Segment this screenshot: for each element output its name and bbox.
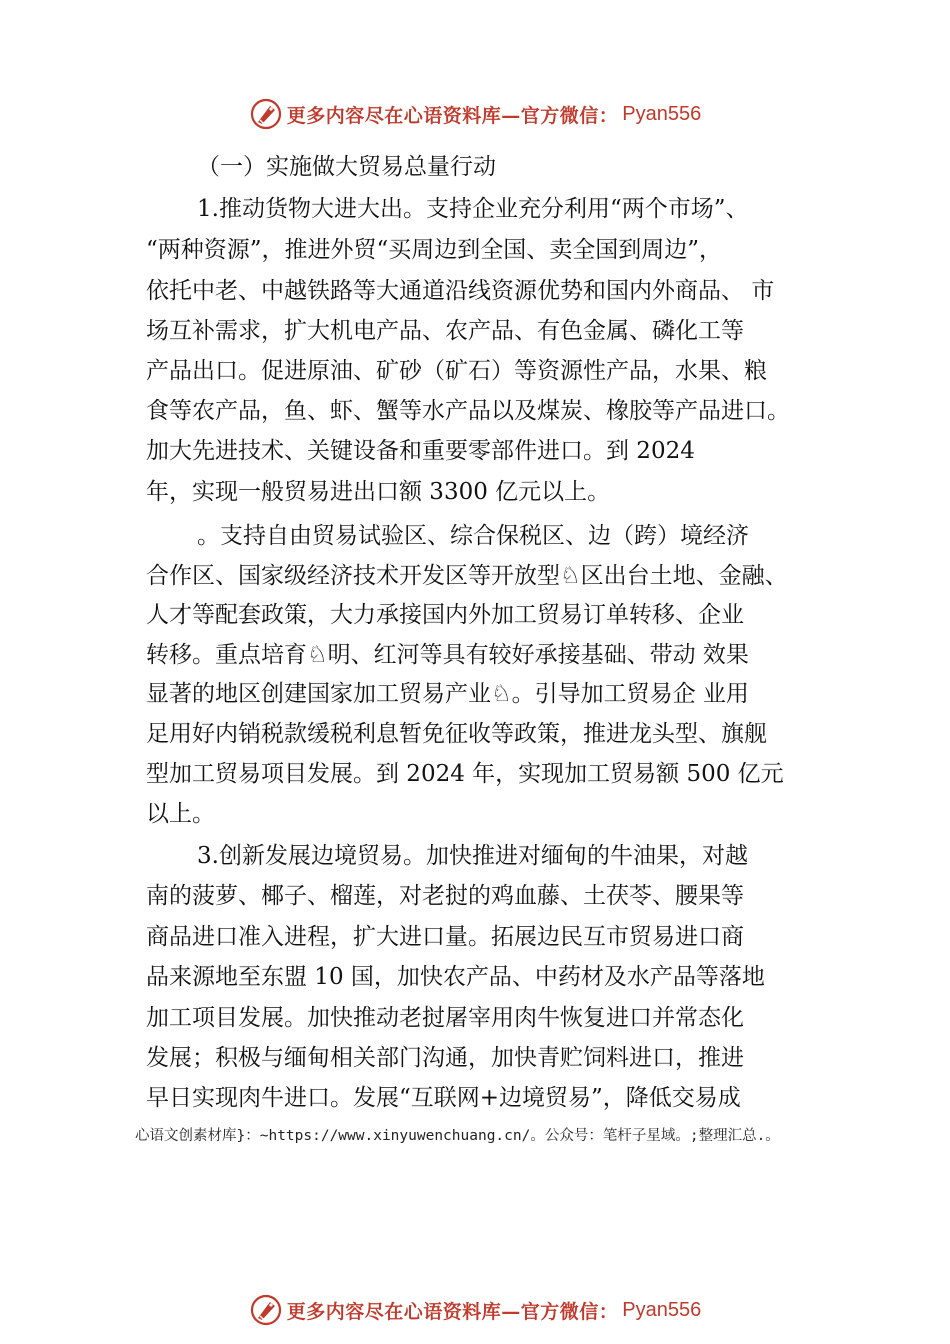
watermark-banner-bottom xyxy=(0,1290,950,1330)
paragraph-line: 加大先进技术、关键设备和重要零部件进口。到 2024 xyxy=(146,438,695,464)
paragraph-line: 足用好内销税款缓税利息暂免征收等政策，推进龙头型、旗舰 xyxy=(146,721,767,747)
paragraph-line: 加工项目发展。加快推动老挝屠宰用肉牛恢复进口并常态化 xyxy=(146,1005,744,1031)
paragraph-line: 。支持自由贸易试验区、综合保税区、边（跨）境经济 xyxy=(197,523,749,549)
paragraph-line: 场互补需求，扩大机电产品、农产品、有色金属、磷化工等 xyxy=(146,318,744,344)
paragraph-line: “两种资源”，推进外贸“买周边到全国、卖全国到周边”， xyxy=(146,237,723,263)
paragraph-line: 型加工贸易项目发展。到 2024 年，实现加工贸易额 500 亿元 xyxy=(146,761,784,787)
paragraph-line: 以上。 xyxy=(146,801,215,827)
paragraph-line: 发展；积极与缅甸相关部门沟通，加快青贮饲料进口，推进 xyxy=(146,1045,744,1071)
paragraph-line: 品来源地至东盟 10 国，加快农产品、中药材及水产品等落地 xyxy=(146,964,765,990)
paragraph-line: 1.推动货物大进大出。支持企业充分利用“两个市场”、 xyxy=(197,196,749,222)
watermark-handle: Pyan556 xyxy=(622,1298,702,1321)
paragraph-line: 合作区、国家级经济技术开发区等开放型♘区出台土地、金融、 xyxy=(146,563,788,589)
pen-nib-logo-icon xyxy=(249,97,283,131)
watermark-text: 更多内容尽在心语资料库—官方微信： xyxy=(286,104,619,127)
paragraph-line: 早日实现肉牛进口。发展“互联网+边境贸易”，降低交易成 xyxy=(146,1085,741,1111)
watermark-handle: Pyan556 xyxy=(622,102,702,125)
watermark-text: 更多内容尽在心语资料库—官方微信： xyxy=(286,1300,619,1323)
paragraph-line: 显著的地区创建国家加工贸易产业♘。引导加工贸易企 业用 xyxy=(146,681,749,707)
paragraph-line: 南的菠萝、椰子、榴莲，对老挝的鸡血藤、土茯苓、腰果等 xyxy=(146,883,744,909)
paragraph-line: 商品进口准入进程，扩大进口量。拓展边民互市贸易进口商 xyxy=(146,924,744,950)
paragraph-line: 转移。重点培育♘明、红河等具有较好承接基础、带动 效果 xyxy=(146,642,749,668)
paragraph-line: 年，实现一般贸易进出口额 3300 亿元以上。 xyxy=(146,479,611,505)
paragraph-line: 产品出口。促进原油、矿砂（矿石）等资源性产品，水果、粮 xyxy=(146,358,767,384)
section-title: （一）实施做大贸易总量行动 xyxy=(197,154,496,180)
paragraph-line: 3.创新发展边境贸易。加快推进对缅甸的牛油果，对越 xyxy=(197,843,748,869)
paragraph-line: 食等农产品，鱼、虾、蟹等水产品以及煤炭、橡胶等产品进口。 xyxy=(146,398,790,424)
watermark-banner-top xyxy=(0,94,950,134)
pen-nib-logo-icon xyxy=(249,1293,283,1327)
paragraph-line: 人才等配套政策，大力承接国内外加工贸易订单转移、企业 xyxy=(146,602,744,628)
paragraph-line: 依托中老、中越铁路等大通道沿线资源优势和国内外商品、 市 xyxy=(146,278,775,304)
source-note: 心语文创素材库}：~https://www.xinyuwenchuang.cn/。公众号：笔杆子星域。;整理汇总.。 xyxy=(135,1128,780,1144)
